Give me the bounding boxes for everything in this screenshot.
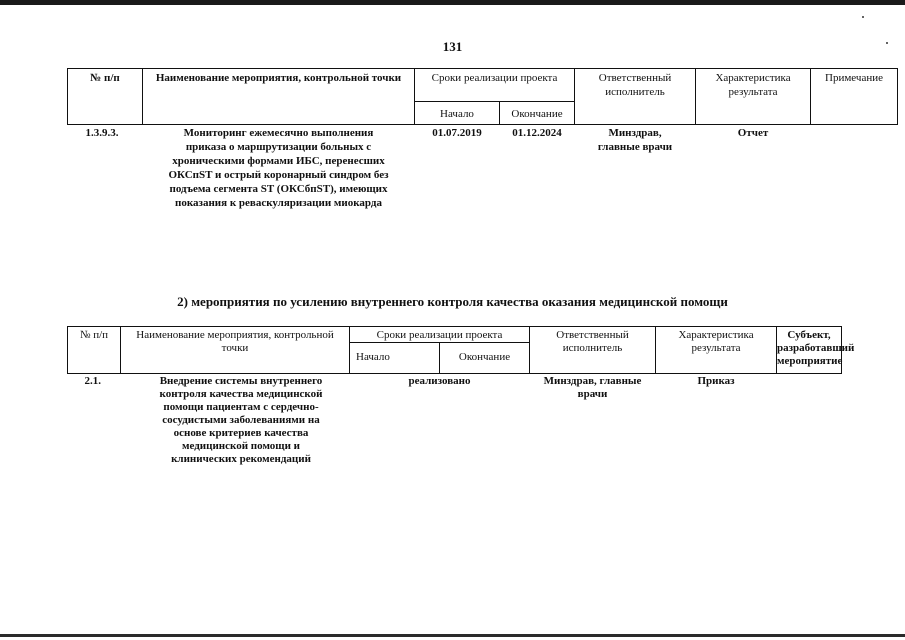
header-num: № п/п — [68, 69, 143, 125]
row-name: Внедрение системы внутреннего контроля качества медицинской помощи пациентам с сердечно-сосудистыми заболеваниями на основе критериев качества медицинской помощи и клинических рекомендаций — [121, 374, 350, 467]
header-period: Сроки реализации проекта — [415, 69, 575, 102]
row-start: 01.07.2019 — [415, 125, 500, 211]
header-start: Начало — [350, 343, 440, 374]
header-result: Характеристика результата — [696, 69, 811, 125]
header-name: Наименование мероприятия, контрольной точки — [121, 327, 350, 374]
table-row — [68, 125, 898, 211]
scan-speck — [862, 16, 864, 18]
header-note: Примечание — [811, 69, 898, 125]
header-end: Окончание — [500, 102, 575, 125]
row-num: 2.1. — [68, 374, 121, 467]
scan-edge-bottom — [0, 634, 905, 637]
row-responsible: Минздрав, главные врачи — [575, 125, 696, 211]
row-num: 1.3.9.3. — [68, 125, 143, 211]
row-end: 01.12.2024 — [500, 125, 575, 211]
header-responsible: Ответственный исполнитель — [575, 69, 696, 125]
row-result: Отчет — [696, 125, 811, 211]
header-result: Характеристика результата — [656, 327, 777, 374]
section-title: 2) мероприятия по усилению внутреннего контроля качества оказания медицинской помощи — [177, 294, 728, 309]
row-note — [811, 125, 898, 211]
header-name: Наименование мероприятия, контрольной точки — [143, 69, 415, 125]
row-responsible: Минздрав, главные врачи — [530, 374, 656, 467]
header-start: Начало — [415, 102, 500, 125]
header-period: Сроки реализации проекта — [350, 327, 530, 343]
row-result: Приказ — [656, 374, 777, 467]
scan-edge-top — [0, 0, 905, 5]
header-end: Окончание — [440, 343, 530, 374]
row-period: реализовано — [350, 374, 530, 467]
header-subject: Субъект, разработавший мероприятие — [777, 327, 842, 374]
row-subject — [777, 374, 842, 467]
row-name: Мониторинг ежемесячно выполнения приказа о маршрутизации больных с хроническими формами ИБС, перенесших ОКСпST и острый коронарный синдром без подъема сегмента ST (ОКСбпST), имеющих показания к реваскуляризации миокарда — [143, 125, 415, 211]
page-number: 131 — [442, 39, 463, 54]
header-responsible: Ответственный исполнитель — [530, 327, 656, 374]
table-quality-control — [67, 326, 855, 466]
header-num: № п/п — [68, 327, 121, 374]
table-control-points — [67, 68, 898, 210]
table-row — [68, 374, 842, 467]
